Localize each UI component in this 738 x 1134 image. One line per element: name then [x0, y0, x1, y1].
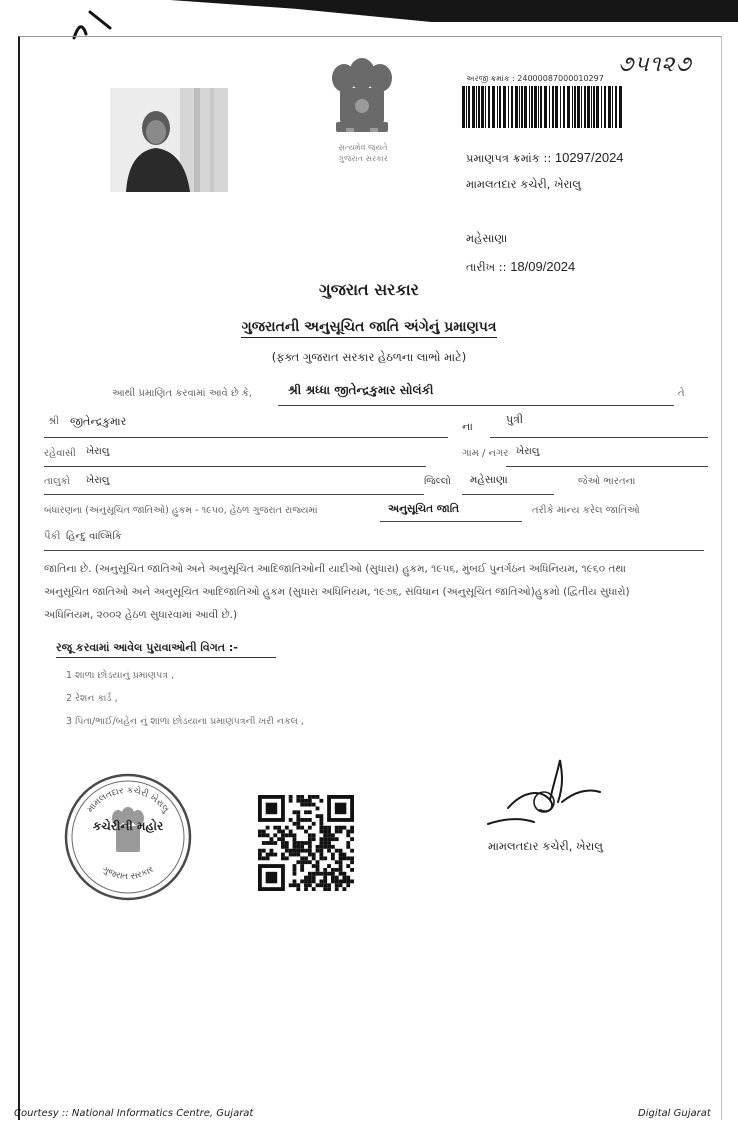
bharatna-text: જેઓ ભારતના: [578, 476, 636, 487]
government-title: ગુજરાત સરકાર: [319, 280, 419, 299]
document-item: 2 રેશન કાર્ડ ,: [66, 693, 118, 704]
taluka-label: તાલુકો: [44, 476, 71, 487]
village: ખેરાલુ: [516, 446, 540, 457]
district-underline: [462, 494, 554, 495]
applicant-photo: [110, 88, 228, 192]
legal-paragraph-line3: અધિનિયમ, ૨૦૦૨ હેઠળ સુધારવામાં આવી છે.): [44, 609, 238, 621]
taluka-underline: [44, 494, 424, 495]
certificate-title: [0, 319, 738, 335]
category-underline: [380, 521, 522, 522]
relation-underline: [490, 437, 708, 438]
shri-label: શ્રી: [48, 416, 60, 427]
village-label: ગામ / નગર: [462, 448, 509, 459]
issuing-office: મામલતદાર કચેરી, ખેરાલુ: [466, 177, 581, 191]
district: મહેસાણા: [470, 474, 508, 486]
te-text: તે: [678, 388, 685, 399]
footer-courtesy: Courtesy :: National Informatics Centre, Gujarat: [14, 1108, 254, 1119]
certificate-number-row: [466, 150, 624, 166]
certify-prefix: આથી પ્રમાણિત કરવામાં આવે છે કે,: [112, 388, 253, 399]
legal-paragraph: [44, 558, 704, 627]
issue-date-row: [466, 259, 575, 275]
subcaste-label: પૈકી: [44, 531, 61, 542]
subcaste-underline: [44, 550, 704, 551]
application-number: અરજી ક્રમાંક : 24000087000010297: [466, 74, 604, 83]
village-underline: [506, 466, 708, 467]
office-seal-stamp: [62, 770, 194, 904]
handwritten-number: ૭૫૧૨૭: [618, 52, 692, 77]
seal-center-text: કચેરીની મહોર: [92, 819, 164, 833]
document-item: 1 શાળા છોડયાનું પ્રમાણપત્ર ,: [66, 670, 175, 681]
recognized-text: તરીકે માન્ય કરેલ જાતિઓ: [532, 505, 640, 516]
taluka: ખેરાલુ: [86, 475, 110, 486]
certificate-title-text: ગુજરાતની અનુસૂચિત જાતિ અંગેનું પ્રમાણપત્ર: [241, 319, 496, 338]
signature-icon: [478, 752, 608, 832]
legal-paragraph-line2: અનુસૂચિત જાતિઓ અને અનુસૂચિત આદિજાતિઓ હુકમ (સુધારા અધિનિયમ, ૧૯૭૬, સંવિધાન (અનુસૂચિત જાતિઓ)હુકમો (દ્વિતીય સુધારો): [44, 586, 630, 598]
legal-paragraph-line1: જાતિના છે. (અનુસૂચિત જાતિઓ અને અનુસૂચિત આદિજાતિઓની યાદીઓ (સુધારા) હુકમ, ૧૯૫૬, મુંબઈ પુનર્ગઠન અધિનિયમ, ૧૯૬૦ તથા: [44, 563, 626, 575]
emblem-caption-line2: ગુજરાત સરકાર: [338, 154, 388, 163]
certificate-number-label: પ્રમાણપત્ર ક્રમાંક: [466, 151, 540, 165]
emblem-caption: [318, 142, 408, 164]
category: અનુસૂચિત જાતિ: [388, 503, 460, 515]
signatory-title: મામલતદાર કચેરી, ખેરાલુ: [488, 839, 603, 853]
issue-date: 18/09/2024: [510, 259, 576, 274]
date-label: તારીખ: [466, 260, 496, 274]
certificate-subtitle: (ફક્ત ગુજરાત સરકાર હેઠળના લાભો માટે): [271, 350, 467, 364]
svg-text:ગુજરાત સરકાર: [100, 864, 156, 882]
certificate-number-separator: ::: [539, 151, 555, 165]
documents-heading: રજૂ કરવામાં આવેલ પુરાવાઓની વિગત :-: [56, 641, 238, 654]
seal-top-text: મામલતદાર કચેરી ખેરાલુ: [85, 785, 171, 815]
qr-code-icon: [258, 795, 354, 901]
subcaste: હિન્દુ વાલ્મિકિ: [66, 531, 122, 542]
document-item: 3 પિતા/ભાઈ/બહેન નું શાળા છોડયાના પ્રમાણપત્રની ખરી નકલ ,: [66, 716, 304, 727]
father-underline: [44, 437, 448, 438]
relation: પુત્રી: [506, 413, 524, 426]
emblem-caption-line1: સત્યમેવ જયતે: [338, 143, 388, 152]
scan-top-band: [170, 0, 738, 22]
na-text: ના: [462, 420, 473, 433]
name-underline: [278, 405, 674, 406]
order-text: બંધારણના (અનુસૂચિત જાતિઓ) હુકમ - ૧૯૫૦, હેઠળ ગુજરાત રાજ્યમાં: [44, 505, 318, 516]
father-name: જીતેન્દ્રકુમાર: [70, 415, 127, 428]
documents-heading-underline: [56, 657, 276, 658]
residence: ખેરાલુ: [86, 446, 110, 457]
residence-underline: [44, 466, 426, 467]
footer-brand: Digital Gujarat: [638, 1108, 711, 1119]
residence-label: રહેવાસી: [44, 448, 76, 459]
district-label: જિલ્લો: [424, 476, 451, 487]
applicant-name: શ્રી શ્રધ્ધા જીતેન્દ્રકુમાર સોલંકી: [288, 383, 434, 397]
certificate-number: 10297/2024: [554, 150, 624, 165]
issuing-district: મહેસાણા: [466, 231, 508, 245]
seal-bottom-text: ગુજરાત સરકાર: [100, 864, 156, 882]
barcode-icon: [462, 86, 624, 128]
date-separator: ::: [495, 260, 511, 274]
